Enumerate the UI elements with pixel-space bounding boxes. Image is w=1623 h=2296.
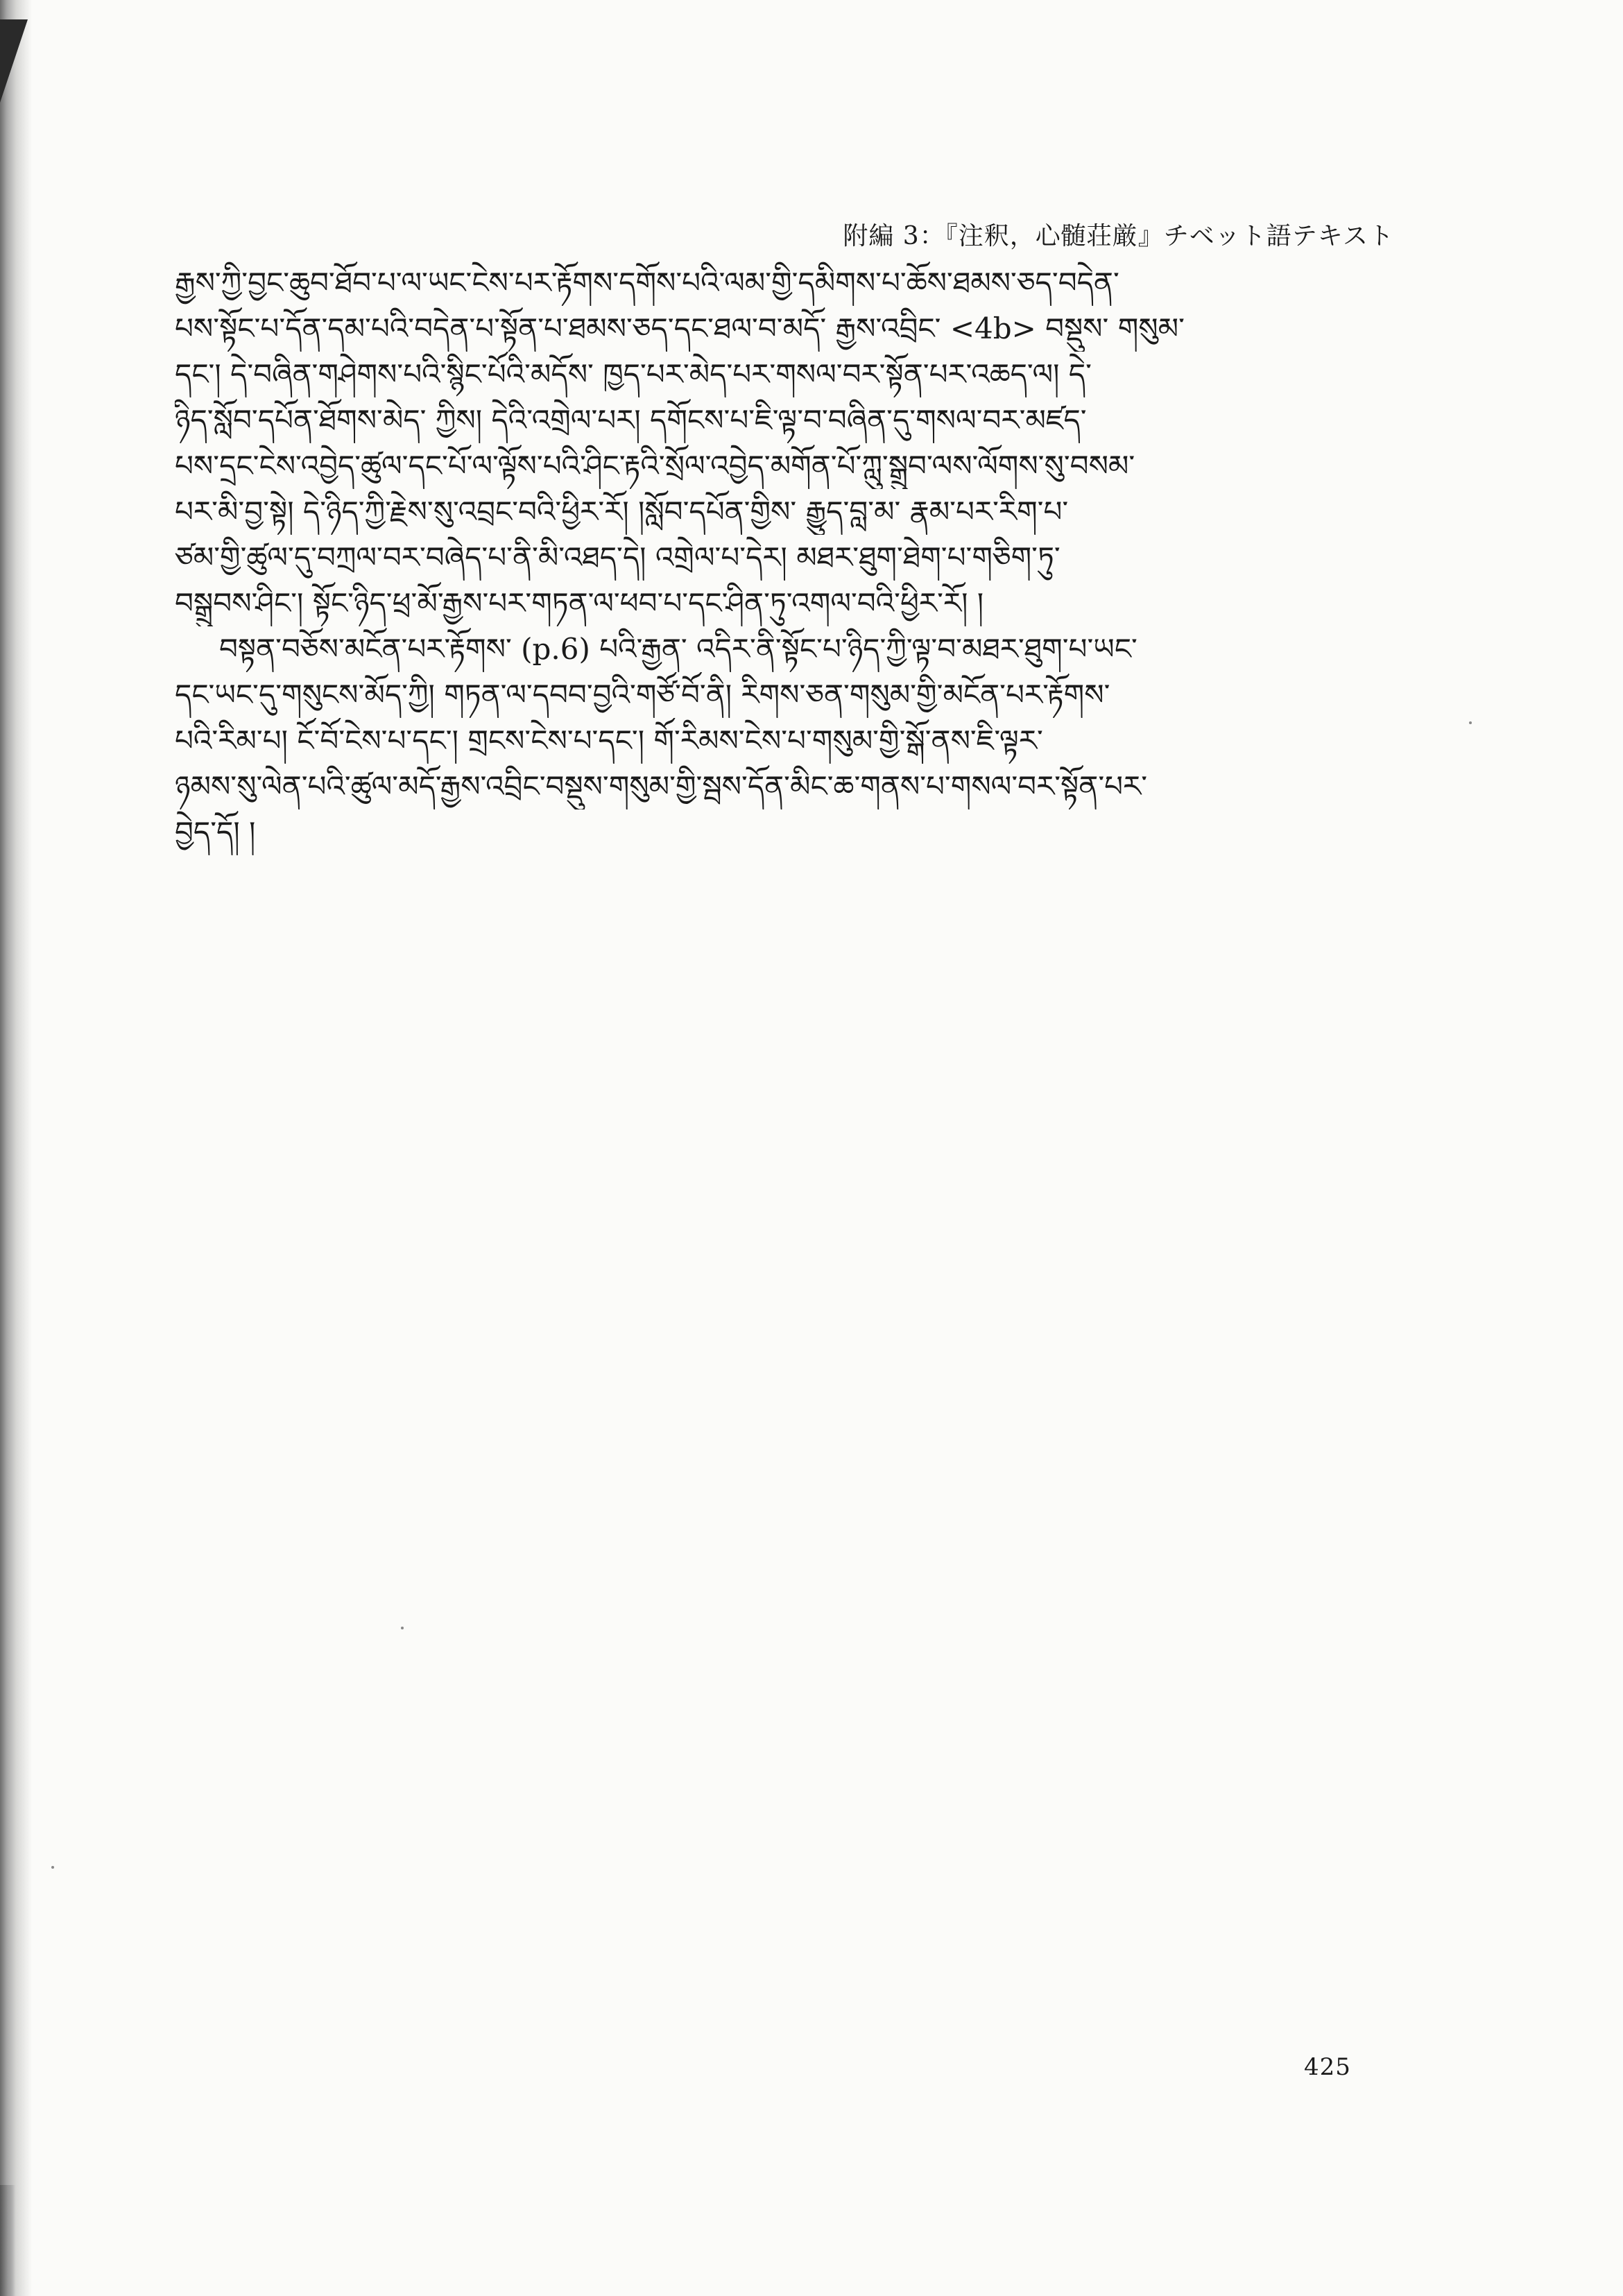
text-line: རྒྱས་ཀྱི་བྱང་ཆུབ་ཐོབ་པ་ལ་ཡང་ངེས་པར་རྟོགས་དགོས་པའི་ལམ་གྱི་དམིགས་པ་ཆོས་ཐམས་ཅད་བདེན་ — [175, 266, 1119, 300]
binding-mark-bottom — [0, 2185, 15, 2296]
binding-mark — [0, 19, 28, 103]
text-line-para2-start: བསྟན་བཅོས་མངོན་པར་རྟོགས་ (p.6) པའི་རྒྱན་ འདིར་ནི་སྟོང་པ་ཉིད་ཀྱི་ལྟ་བ་མཐར་ཐུག་པ་ཡང་ — [219, 632, 1137, 666]
text-line: བསྒྲུབས་ཤིང་། སྟོང་ཉིད་ཕྲ་མོ་རྒྱས་པར་གཏན་ལ་ཕབ་པ་དང་ཤིན་ཏུ་འགལ་བའི་ཕྱིར་རོ། ། — [175, 586, 984, 620]
page-number: 425 — [1304, 2053, 1351, 2081]
text-line: པས་སྟོང་པ་དོན་དམ་པའི་བདེན་པ་སྟོན་པ་ཐམས་ཅད་དང་ཐལ་བ་མདོ་ རྒྱས་འབྲིང་ <4b> བསྡུས་ གསུམ་ — [175, 311, 1185, 345]
scan-speck — [51, 1866, 54, 1869]
text-line: ཉིད་སློབ་དཔོན་ཐོགས་མེད་ ཀྱིས། དེའི་འགྲེལ་པར། དགོངས་པ་ཇི་ལྟ་བ་བཞིན་དུ་གསལ་བར་མཛད་ — [175, 403, 1087, 437]
text-line: ཙམ་གྱི་ཚུལ་དུ་བཀྲལ་བར་བཞེད་པ་ནི་མི་འཐད་དེ། འགྲེལ་པ་དེར། མཐར་ཐུག་ཐེག་པ་གཅིག་ཏུ་ — [175, 540, 1060, 574]
text-line: བྱེད་དོ། ། — [175, 815, 256, 849]
text-line: པར་མི་བྱ་སྟེ། དེ་ཉིད་ཀྱི་རྗེས་སུ་འབྲང་བའི་ཕྱིར་རོ། །སློབ་དཔོན་གྱིས་ རྒྱུད་བླ་མ་ རྣམ་པར་རིག་པ་ — [175, 495, 1069, 529]
scan-speck — [1469, 721, 1472, 724]
text-line: ཉམས་སུ་ལེན་པའི་ཚུལ་མདོ་རྒྱས་འབྲིང་བསྡུས་གསུམ་གྱི་སྦས་དོན་མིང་ཆ་གནས་པ་གསལ་བར་སྟོན་པར་ — [175, 769, 1148, 803]
running-header: 附編 3：『注釈，心髄荘厳』チベット語テキスト — [843, 222, 1394, 250]
text-line: པས་དྲང་ངེས་འབྱེད་ཚུལ་དང་པོ་ལ་ལྟོས་པའི་ཤིང་རྟའི་སྲོལ་འབྱེད་མགོན་པོ་ཀླུ་སྒྲུབ་ལས་ལོགས་སུ་བསམ་ — [175, 449, 1135, 483]
text-line: དང་ཡང་དུ་གསུངས་མོད་ཀྱི། གཏན་ལ་དབབ་བྱའི་གཙོ་བོ་ནི། རིགས་ཅན་གསུམ་གྱི་མངོན་པར་རྟོགས་ — [175, 678, 1110, 712]
text-line: པའི་རིམ་པ། ངོ་བོ་ངེས་པ་དང་། གྲངས་ངེས་པ་དང་། གོ་རིམས་ངེས་པ་གསུམ་གྱི་སྒོ་ནས་ཇི་ལྟར་ — [175, 723, 1043, 757]
scan-speck — [401, 1627, 404, 1629]
binding-shadow — [0, 0, 32, 2296]
tibetan-text-block — [175, 260, 1396, 855]
text-line: དང་། དེ་བཞིན་གཤེགས་པའི་སྙིང་པོའི་མདོས་ ཁྱད་པར་མེད་པར་གསལ་བར་སྟོན་པར་འཆད་ལ། དེ་ — [175, 357, 1092, 391]
